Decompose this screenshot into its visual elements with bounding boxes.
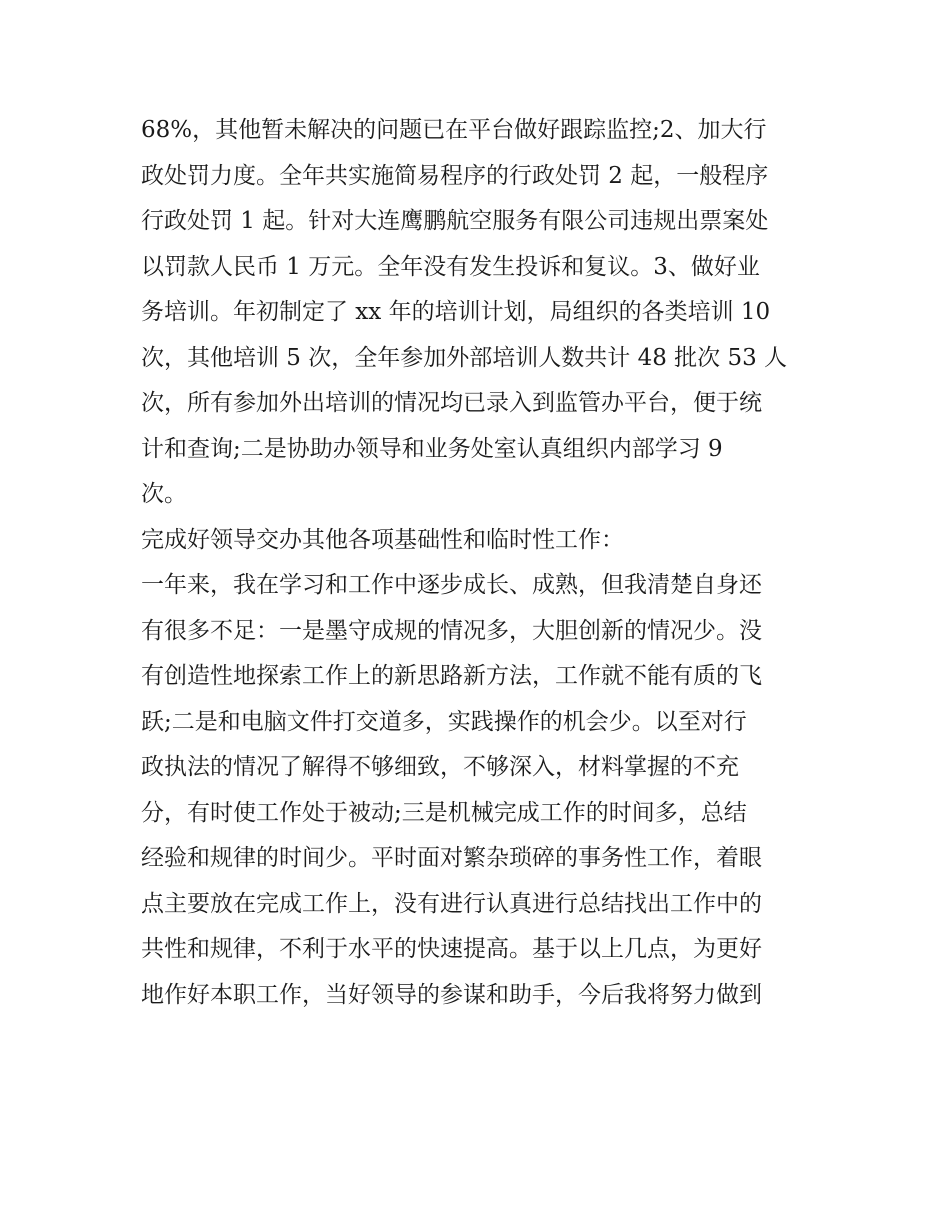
text-line: 68%，其他暂未解决的问题已在平台做好跟踪监控;2、加大行	[141, 117, 767, 143]
text-line: 次。	[141, 481, 187, 507]
text-line: 有创造性地探索工作上的新思路新方法，工作就不能有质的飞	[141, 663, 762, 689]
text-line: 分，有时使工作处于被动;三是机械完成工作的时间多，总结	[141, 799, 747, 826]
text-line: 一年来，我在学习和工作中逐步成长、成熟，但我清楚自身还	[141, 572, 762, 598]
text-line: 地作好本职工作，当好领导的参谋和助手，今后我将努力做到	[141, 981, 762, 1008]
document-body	[141, 108, 821, 1018]
text-line: 行政处罚 1 起。针对大连鹰鹏航空服务有限公司违规出票案处	[141, 208, 769, 234]
text-line: 政执法的情况了解得不够细致，不够深入，材料掌握的不充	[141, 754, 739, 780]
text-line: 次，其他培训 5 次，全年参加外部培训人数共计 48 批次 53 人	[141, 344, 788, 371]
text-line: 次，所有参加外出培训的情况均已录入到监管办平台，便于统	[141, 390, 762, 416]
section-heading: 完成好领导交办其他各项基础性和临时性工作：	[141, 526, 624, 553]
text-line: 计和查询;二是协助办领导和业务处室认真组织内部学习 9	[141, 435, 723, 462]
text-line: 务培训。年初制定了 xx 年的培训计划，局组织的各类培训 10	[141, 299, 771, 325]
text-line: 经验和规律的时间少。平时面对繁杂琐碎的事务性工作，着眼	[141, 845, 762, 871]
text-line: 政处罚力度。全年共实施简易程序的行政处罚 2 起，一般程序	[141, 162, 769, 189]
text-line: 共性和规律，不利于水平的快速提高。基于以上几点，为更好	[141, 936, 762, 962]
text-line: 有很多不足：一是墨守成规的情况多，大胆创新的情况少。没	[141, 617, 762, 644]
text-line: 以罚款人民币 1 万元。全年没有发生投诉和复议。3、做好业	[141, 253, 760, 280]
text-line: 跃;二是和电脑文件打交道多，实践操作的机会少。以至对行	[141, 708, 747, 735]
text-line: 点主要放在完成工作上，没有进行认真进行总结找出工作中的	[141, 890, 762, 917]
